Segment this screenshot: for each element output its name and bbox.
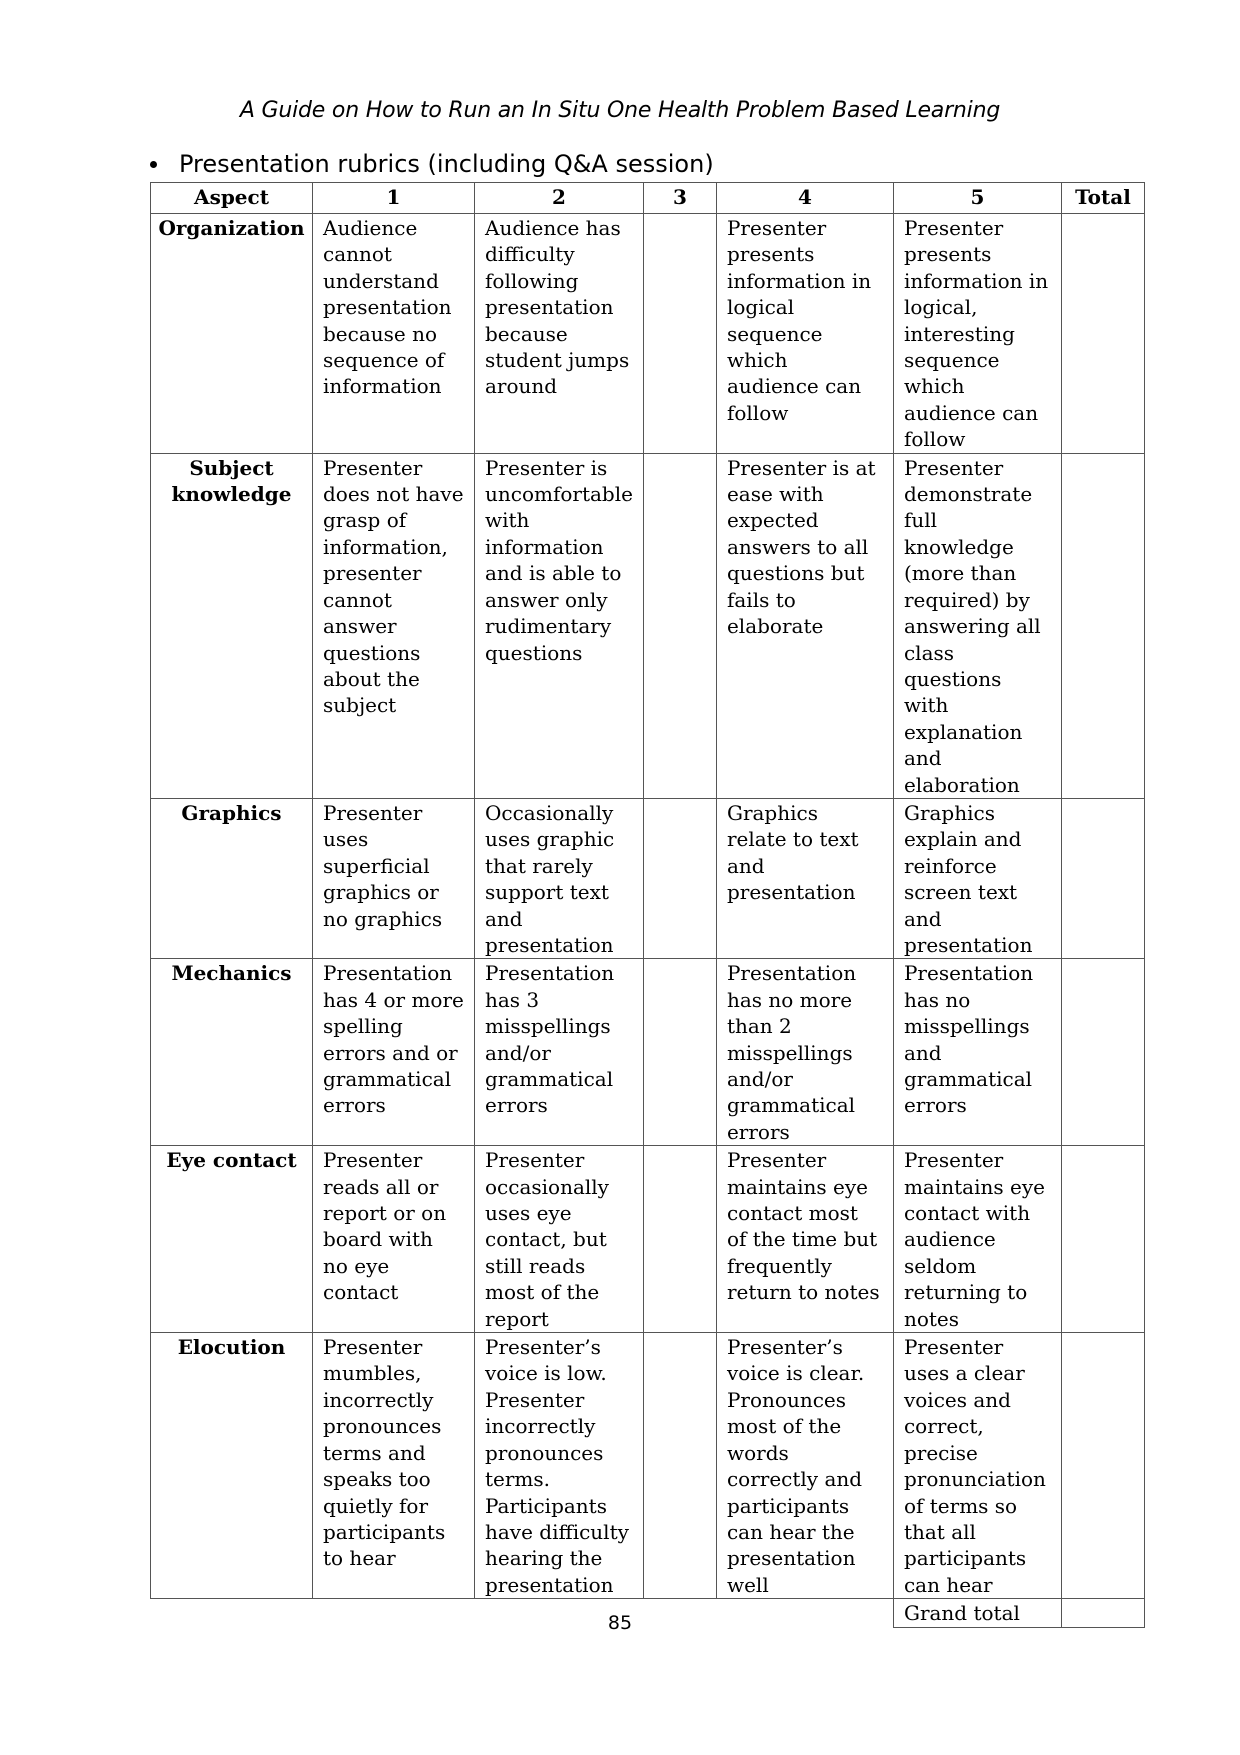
page-header: A Guide on How to Run an In Situ One Health Problem Based Learning bbox=[239, 98, 1001, 123]
score-5-cell: Presenter demonstrate full knowledge (more than required) by answering all class questions with explanation and elaboration bbox=[893, 453, 1061, 798]
score-3-cell bbox=[643, 1333, 716, 1599]
score-1-cell: Presentation has 4 or more spelling errors and or grammatical errors bbox=[313, 959, 475, 1146]
score-5-cell: Presenter maintains eye contact with audience seldom returning to notes bbox=[893, 1146, 1061, 1333]
total-cell bbox=[1061, 1146, 1144, 1333]
score-3-cell bbox=[643, 798, 716, 958]
score-1-cell: Presenter does not have grasp of information, presenter cannot answer questions about the subject bbox=[313, 453, 475, 798]
total-cell bbox=[1061, 798, 1144, 958]
total-cell bbox=[1061, 1333, 1144, 1599]
column-header-score-3: 3 bbox=[643, 183, 716, 214]
table-row-mechanics bbox=[151, 959, 1145, 1146]
rubric-table bbox=[150, 182, 1145, 1628]
score-3-cell bbox=[643, 214, 716, 454]
total-cell bbox=[1061, 453, 1144, 798]
score-3-cell bbox=[643, 453, 716, 798]
grand-total-label: Grand total bbox=[893, 1599, 1061, 1627]
column-header-score-2: 2 bbox=[475, 183, 644, 214]
aspect-cell: Graphics bbox=[151, 798, 313, 958]
table-row-eye-contact bbox=[151, 1146, 1145, 1333]
score-4-cell: Presenter maintains eye contact most of the time but frequently return to notes bbox=[716, 1146, 893, 1333]
column-header-aspect: Aspect bbox=[151, 183, 313, 214]
table-row-organization bbox=[151, 214, 1145, 454]
column-header-score-1: 1 bbox=[313, 183, 475, 214]
aspect-cell: Mechanics bbox=[151, 959, 313, 1146]
section-heading-text: Presentation rubrics (including Q&A session) bbox=[179, 150, 714, 178]
score-1-cell: Audience cannot understand presentation because no sequence of information bbox=[313, 214, 475, 454]
score-2-cell: Presenter occasionally uses eye contact, but still reads most of the report bbox=[475, 1146, 644, 1333]
table-row-graphics bbox=[151, 798, 1145, 958]
score-4-cell: Presentation has no more than 2 misspellings and/or grammatical errors bbox=[716, 959, 893, 1146]
score-2-cell: Presenter is uncomfortable with information and is able to answer only rudimentary questions bbox=[475, 453, 644, 798]
score-2-cell: Presentation has 3 misspellings and/or grammatical errors bbox=[475, 959, 644, 1146]
score-4-cell: Graphics relate to text and presentation bbox=[716, 798, 893, 958]
score-2-cell: Occasionally uses graphic that rarely support text and presentation bbox=[475, 798, 644, 958]
column-header-score-5: 5 bbox=[893, 183, 1061, 214]
total-cell bbox=[1061, 959, 1144, 1146]
column-header-total: Total bbox=[1061, 183, 1144, 214]
section-heading bbox=[150, 150, 714, 178]
aspect-cell: Elocution bbox=[151, 1333, 313, 1599]
table-row-elocution bbox=[151, 1333, 1145, 1599]
score-1-cell: Presenter reads all or report or on board with no eye contact bbox=[313, 1146, 475, 1333]
column-header-score-4: 4 bbox=[716, 183, 893, 214]
score-5-cell: Graphics explain and reinforce screen text and presentation bbox=[893, 798, 1061, 958]
page-number: 85 bbox=[607, 1612, 633, 1634]
score-5-cell: Presenter uses a clear voices and correct, precise pronunciation of terms so that all participants can hear bbox=[893, 1333, 1061, 1599]
score-1-cell: Presenter uses superficial graphics or no graphics bbox=[313, 798, 475, 958]
score-1-cell: Presenter mumbles, incorrectly pronounces terms and speaks too quietly for participants to hear bbox=[313, 1333, 475, 1599]
bullet-icon bbox=[150, 161, 157, 168]
score-2-cell: Presenter’s voice is low. Presenter incorrectly pronounces terms. Participants have difficulty hearing the presentation bbox=[475, 1333, 644, 1599]
score-3-cell bbox=[643, 959, 716, 1146]
table-header-row bbox=[151, 183, 1145, 214]
score-4-cell: Presenter is at ease with expected answers to all questions but fails to elaborate bbox=[716, 453, 893, 798]
score-4-cell: Presenter presents information in logical sequence which audience can follow bbox=[716, 214, 893, 454]
aspect-cell: Subject knowledge bbox=[151, 453, 313, 798]
score-3-cell bbox=[643, 1146, 716, 1333]
score-2-cell: Audience has difficulty following presentation because student jumps around bbox=[475, 214, 644, 454]
aspect-cell: Organization bbox=[151, 214, 313, 454]
table-row-subject-knowledge bbox=[151, 453, 1145, 798]
score-5-cell: Presentation has no misspellings and grammatical errors bbox=[893, 959, 1061, 1146]
score-5-cell: Presenter presents information in logical, interesting sequence which audience can follow bbox=[893, 214, 1061, 454]
total-cell bbox=[1061, 214, 1144, 454]
score-4-cell: Presenter’s voice is clear. Pronounces most of the words correctly and participants can hear the presentation well bbox=[716, 1333, 893, 1599]
aspect-cell: Eye contact bbox=[151, 1146, 313, 1333]
